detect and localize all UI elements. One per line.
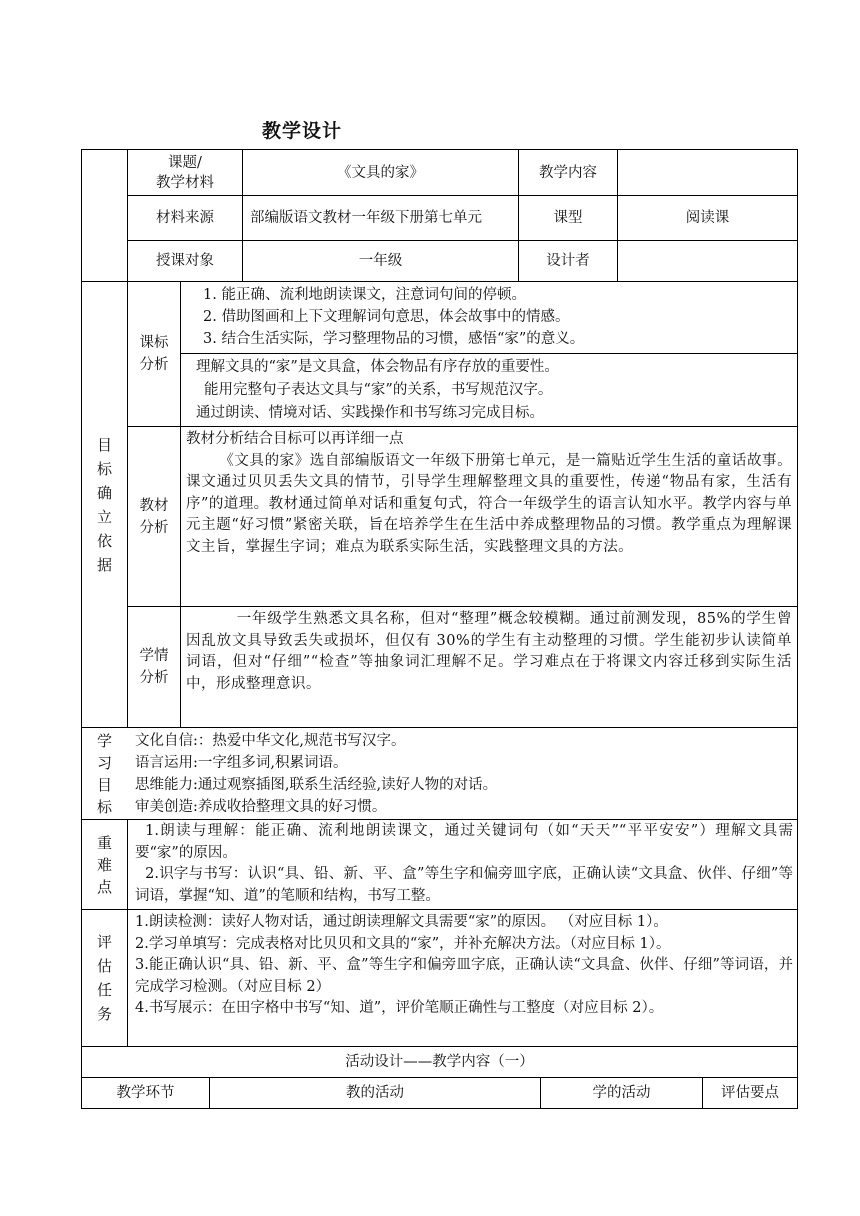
keypoints-content (135, 821, 793, 907)
curriculum-label: 课标 分析 (139, 335, 169, 373)
assessment-label: 评 估 任 务 (96, 933, 112, 1023)
textbook-label: 教材 分析 (139, 497, 169, 536)
audience-label: 授课对象 (156, 253, 214, 269)
objectives-label: 学 习 目 标 (96, 731, 112, 816)
assessment-item: 1.朗读检测：读好人物对话，通过朗读理解文具需要“家”的原因。 （对应目标 1）。 (135, 914, 668, 930)
assessment-content (135, 912, 793, 1020)
topic-value: 《文具的家》 (337, 164, 424, 181)
assessment-item: 3.能正确认识“具、铅、新、平、盒”等生字和偏旁皿字底，正确认读“文具盒、伙伴、仔细”等词语，并完成学习检测。（对应目标 2） (135, 957, 793, 995)
source-label: 材料来源 (156, 210, 214, 226)
textbook-analysis (186, 429, 792, 559)
textbook-body: 《文具的家》选自部编版语文一年级下册第七单元，是一篇贴近学生生活的童话故事。课文通过贝贝丢失文具的情节，引导学生理解整理文具的重要性，传递“物品有家，生活有序”的道理。教材通过简单对话和重复句式，符合一年级学生的语言认知水平。教学内容与单元主题“好习惯”紧密关联，旨在培养学生在生活中养成整理物品的习惯。教学重点为理解课文主旨，掌握生字词；难点为联系实际生活，实践整理文具的方法。 (186, 452, 792, 555)
assessment-item: 4.书写展示：在田字格中书写“知、道”，评价笔顺正确性与工整度（对应目标 2）。 (135, 1000, 664, 1016)
keypoint-item: 2.识字与书写：认识“具、铅、新、平、盒”等生字和偏旁皿字底，正确认读“文具盒、伙伴、仔细”等词语，掌握“知、道”的笔顺和结构，书写工整。 (135, 866, 793, 904)
content-label: 教学内容 (539, 164, 597, 181)
objective-item: 审美创造:养成收拾整理文具的好习惯。 (135, 799, 387, 815)
designer-label: 设计者 (546, 253, 590, 269)
column-header: 教学环节 (116, 1085, 175, 1101)
curriculum-note: 能用完整句子表达文具与“家”的关系，书写规范汉字。 (204, 382, 553, 398)
textbook-heading: 教材分析结合目标可以再详细一点 (186, 431, 404, 447)
activity-heading: 活动设计——教学内容（一） (345, 1054, 534, 1070)
curriculum-note: 通过朗读、情境对话、实践操作和书写练习完成目标。 (196, 405, 544, 421)
source-value: 部编版语文教材一年级下册第七单元 (250, 210, 482, 226)
keypoints-label: 重 难 点 (96, 833, 112, 896)
keypoint-item: 1.朗读与理解：能正确、流利地朗读课文，通过关键词句（如“天天”“平平安安”）理解文具需要“家”的原因。 (135, 823, 793, 861)
objective-item: 语言运用:一字组多词,积累词语。 (135, 755, 348, 771)
document-title: 教学设计 (262, 120, 343, 142)
curriculum-goal: 2. 借助图画和上下文理解词句意思，体会故事中的情感。 (203, 309, 570, 325)
assessment-item: 2.学习单填写：完成表格对比贝贝和文具的“家”，并补充解决方法。（对应目标 1）。 (135, 935, 671, 952)
student-analysis (186, 609, 792, 695)
curriculum-goal: 1. 能正确、流利地朗读课文，注意词句间的停顿。 (203, 287, 526, 303)
designer-value (618, 241, 797, 281)
curriculum-note: 理解文具的“家”是文具盒，体会物品有序存放的重要性。 (196, 359, 559, 375)
student-label: 学情 分析 (139, 648, 169, 686)
content-value (618, 150, 797, 195)
column-header: 教的活动 (346, 1085, 404, 1101)
type-value: 阅读课 (685, 210, 730, 226)
objective-item: 思维能力:通过观察插图,联系生活经验,读好人物的对话。 (135, 777, 498, 793)
audience-value: 一年级 (358, 253, 403, 269)
type-label: 课型 (553, 210, 583, 226)
objective-item: 文化自信:：热爱中华文化,规范书写汉字。 (135, 733, 406, 749)
topic-label: 课题/ 教学材料 (156, 154, 214, 191)
column-header: 学的活动 (592, 1085, 651, 1101)
curriculum-goal: 3. 结合生活实际，学习整理物品的习惯，感悟“家”的意义。 (203, 331, 585, 347)
student-body: 一年级学生熟悉文具名称，但对“整理”概念较模糊。通过前测发现，85%的学生曾因乱放文具导致丢失或损坏，但仅有 30%的学生有主动整理的习惯。学生能初步认读简单词语，但对“仔细”“检查”等抽象词汇理解不足。学习难点在于将课文内容迁移到实际生活中，形成整理意识。 (186, 611, 792, 692)
basis-label: 目 标 确 立 依 据 (96, 435, 112, 574)
column-header: 评估要点 (721, 1085, 779, 1101)
